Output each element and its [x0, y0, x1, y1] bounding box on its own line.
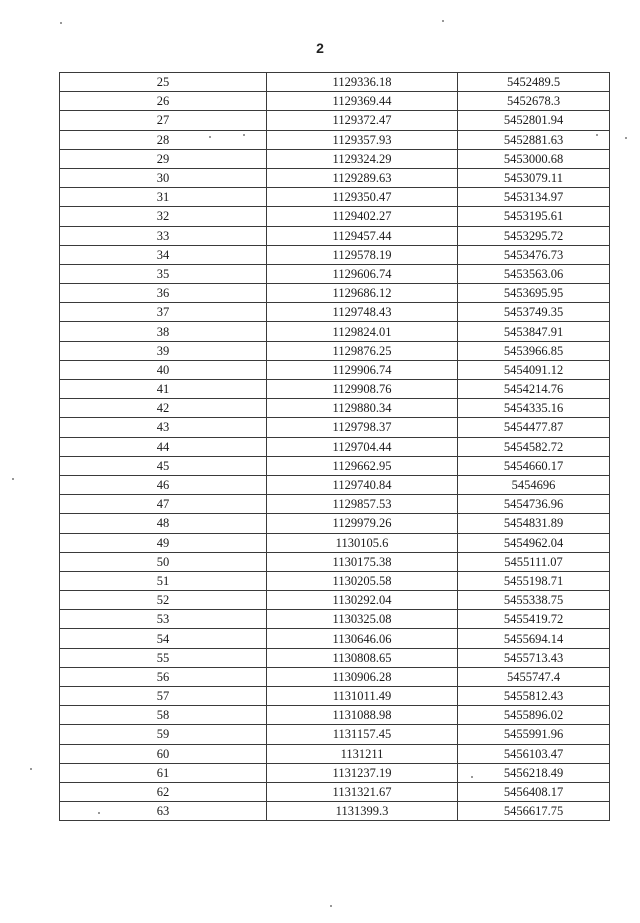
table-row [60, 322, 610, 341]
point-number-cell: 53 [60, 610, 267, 629]
table-row [60, 648, 610, 667]
point-number-cell: 60 [60, 744, 267, 763]
x-coordinate-cell: 1129578.19 [267, 245, 458, 264]
x-coordinate-cell: 1129606.74 [267, 264, 458, 283]
x-coordinate-cell: 1129704.44 [267, 437, 458, 456]
table-row [60, 437, 610, 456]
x-coordinate-cell: 1129857.53 [267, 495, 458, 514]
table-row [60, 188, 610, 207]
x-coordinate-cell: 1129662.95 [267, 456, 458, 475]
point-number-cell: 28 [60, 130, 267, 149]
x-coordinate-cell: 1129350.47 [267, 188, 458, 207]
point-number-cell: 30 [60, 168, 267, 187]
y-coordinate-cell: 5453563.06 [458, 264, 610, 283]
table-row [60, 514, 610, 533]
x-coordinate-cell: 1129798.37 [267, 418, 458, 437]
table-row [60, 552, 610, 571]
table-row [60, 456, 610, 475]
coordinates-table-body [60, 73, 610, 821]
y-coordinate-cell: 5454477.87 [458, 418, 610, 437]
table-row [60, 226, 610, 245]
table-row [60, 802, 610, 821]
point-number-cell: 48 [60, 514, 267, 533]
y-coordinate-cell: 5454091.12 [458, 360, 610, 379]
x-coordinate-cell: 1130205.58 [267, 571, 458, 590]
x-coordinate-cell: 1129324.29 [267, 149, 458, 168]
point-number-cell: 63 [60, 802, 267, 821]
table-row [60, 92, 610, 111]
point-number-cell: 35 [60, 264, 267, 283]
point-number-cell: 46 [60, 475, 267, 494]
table-row [60, 399, 610, 418]
point-number-cell: 43 [60, 418, 267, 437]
y-coordinate-cell: 5452489.5 [458, 73, 610, 92]
y-coordinate-cell: 5455896.02 [458, 706, 610, 725]
scan-speck [625, 137, 627, 139]
point-number-cell: 38 [60, 322, 267, 341]
x-coordinate-cell: 1129824.01 [267, 322, 458, 341]
x-coordinate-cell: 1131237.19 [267, 763, 458, 782]
point-number-cell: 41 [60, 380, 267, 399]
x-coordinate-cell: 1130292.04 [267, 591, 458, 610]
point-number-cell: 39 [60, 341, 267, 360]
point-number-cell: 34 [60, 245, 267, 264]
page-number: 2 [316, 40, 324, 56]
point-number-cell: 52 [60, 591, 267, 610]
point-number-cell: 42 [60, 399, 267, 418]
y-coordinate-cell: 5455713.43 [458, 648, 610, 667]
point-number-cell: 31 [60, 188, 267, 207]
table-row [60, 744, 610, 763]
y-coordinate-cell: 5453695.95 [458, 284, 610, 303]
y-coordinate-cell: 5455812.43 [458, 687, 610, 706]
y-coordinate-cell: 5454831.89 [458, 514, 610, 533]
table-row [60, 130, 610, 149]
table-row [60, 687, 610, 706]
scan-speck [442, 20, 444, 22]
table-row [60, 264, 610, 283]
table-row [60, 303, 610, 322]
table-row [60, 571, 610, 590]
x-coordinate-cell: 1129457.44 [267, 226, 458, 245]
x-coordinate-cell: 1129336.18 [267, 73, 458, 92]
x-coordinate-cell: 1129369.44 [267, 92, 458, 111]
y-coordinate-cell: 5453476.73 [458, 245, 610, 264]
y-coordinate-cell: 5455991.96 [458, 725, 610, 744]
x-coordinate-cell: 1129686.12 [267, 284, 458, 303]
table-row [60, 360, 610, 379]
x-coordinate-cell: 1130808.65 [267, 648, 458, 667]
x-coordinate-cell: 1130325.08 [267, 610, 458, 629]
y-coordinate-cell: 5455694.14 [458, 629, 610, 648]
x-coordinate-cell: 1131321.67 [267, 782, 458, 801]
scan-speck [98, 812, 100, 814]
y-coordinate-cell: 5453966.85 [458, 341, 610, 360]
table-row [60, 706, 610, 725]
point-number-cell: 51 [60, 571, 267, 590]
x-coordinate-cell: 1131211 [267, 744, 458, 763]
y-coordinate-cell: 5454962.04 [458, 533, 610, 552]
y-coordinate-cell: 5453079.11 [458, 168, 610, 187]
point-number-cell: 62 [60, 782, 267, 801]
table-row [60, 763, 610, 782]
table-row [60, 475, 610, 494]
x-coordinate-cell: 1129289.63 [267, 168, 458, 187]
y-coordinate-cell: 5453295.72 [458, 226, 610, 245]
scan-speck [471, 776, 473, 778]
scan-speck [330, 905, 332, 907]
point-number-cell: 56 [60, 667, 267, 686]
x-coordinate-cell: 1129908.76 [267, 380, 458, 399]
table-row [60, 418, 610, 437]
x-coordinate-cell: 1129740.84 [267, 475, 458, 494]
table-row [60, 782, 610, 801]
y-coordinate-cell: 5452881.63 [458, 130, 610, 149]
y-coordinate-cell: 5455338.75 [458, 591, 610, 610]
table-row [60, 495, 610, 514]
table-row [60, 168, 610, 187]
table-row [60, 667, 610, 686]
scan-speck [30, 768, 32, 770]
table-row [60, 207, 610, 226]
point-number-cell: 55 [60, 648, 267, 667]
scan-speck [209, 136, 211, 138]
x-coordinate-cell: 1129979.26 [267, 514, 458, 533]
point-number-cell: 58 [60, 706, 267, 725]
point-number-cell: 47 [60, 495, 267, 514]
table-row [60, 284, 610, 303]
table-row [60, 380, 610, 399]
table-row [60, 73, 610, 92]
y-coordinate-cell: 5454582.72 [458, 437, 610, 456]
x-coordinate-cell: 1129880.34 [267, 399, 458, 418]
x-coordinate-cell: 1130105.6 [267, 533, 458, 552]
scan-speck [60, 22, 62, 24]
table-row [60, 533, 610, 552]
point-number-cell: 59 [60, 725, 267, 744]
scan-speck [243, 134, 245, 136]
point-number-cell: 45 [60, 456, 267, 475]
x-coordinate-cell: 1129372.47 [267, 111, 458, 130]
point-number-cell: 57 [60, 687, 267, 706]
y-coordinate-cell: 5455111.07 [458, 552, 610, 571]
y-coordinate-cell: 5452801.94 [458, 111, 610, 130]
point-number-cell: 32 [60, 207, 267, 226]
x-coordinate-cell: 1129876.25 [267, 341, 458, 360]
y-coordinate-cell: 5453195.61 [458, 207, 610, 226]
x-coordinate-cell: 1129906.74 [267, 360, 458, 379]
x-coordinate-cell: 1130646.06 [267, 629, 458, 648]
y-coordinate-cell: 5454660.17 [458, 456, 610, 475]
y-coordinate-cell: 5453847.91 [458, 322, 610, 341]
point-number-cell: 50 [60, 552, 267, 571]
point-number-cell: 37 [60, 303, 267, 322]
x-coordinate-cell: 1129748.43 [267, 303, 458, 322]
table-row [60, 341, 610, 360]
x-coordinate-cell: 1130906.28 [267, 667, 458, 686]
x-coordinate-cell: 1131157.45 [267, 725, 458, 744]
y-coordinate-cell: 5455747.4 [458, 667, 610, 686]
table-row [60, 245, 610, 264]
table-row [60, 111, 610, 130]
x-coordinate-cell: 1129402.27 [267, 207, 458, 226]
point-number-cell: 40 [60, 360, 267, 379]
x-coordinate-cell: 1131088.98 [267, 706, 458, 725]
table-row [60, 725, 610, 744]
table-row [60, 610, 610, 629]
point-number-cell: 27 [60, 111, 267, 130]
y-coordinate-cell: 5455198.71 [458, 571, 610, 590]
table-row [60, 149, 610, 168]
x-coordinate-cell: 1131011.49 [267, 687, 458, 706]
x-coordinate-cell: 1130175.38 [267, 552, 458, 571]
y-coordinate-cell: 5453134.97 [458, 188, 610, 207]
point-number-cell: 36 [60, 284, 267, 303]
x-coordinate-cell: 1129357.93 [267, 130, 458, 149]
y-coordinate-cell: 5456408.17 [458, 782, 610, 801]
x-coordinate-cell: 1131399.3 [267, 802, 458, 821]
y-coordinate-cell: 5453000.68 [458, 149, 610, 168]
point-number-cell: 54 [60, 629, 267, 648]
y-coordinate-cell: 5452678.3 [458, 92, 610, 111]
y-coordinate-cell: 5454736.96 [458, 495, 610, 514]
point-number-cell: 29 [60, 149, 267, 168]
point-number-cell: 44 [60, 437, 267, 456]
y-coordinate-cell: 5456617.75 [458, 802, 610, 821]
scan-speck [12, 478, 14, 480]
y-coordinate-cell: 5456103.47 [458, 744, 610, 763]
coordinates-table [59, 72, 610, 821]
point-number-cell: 26 [60, 92, 267, 111]
y-coordinate-cell: 5456218.49 [458, 763, 610, 782]
y-coordinate-cell: 5454696 [458, 475, 610, 494]
scan-speck [596, 134, 598, 136]
y-coordinate-cell: 5453749.35 [458, 303, 610, 322]
y-coordinate-cell: 5455419.72 [458, 610, 610, 629]
point-number-cell: 49 [60, 533, 267, 552]
point-number-cell: 25 [60, 73, 267, 92]
y-coordinate-cell: 5454335.16 [458, 399, 610, 418]
table-row [60, 591, 610, 610]
point-number-cell: 33 [60, 226, 267, 245]
y-coordinate-cell: 5454214.76 [458, 380, 610, 399]
point-number-cell: 61 [60, 763, 267, 782]
table-row [60, 629, 610, 648]
